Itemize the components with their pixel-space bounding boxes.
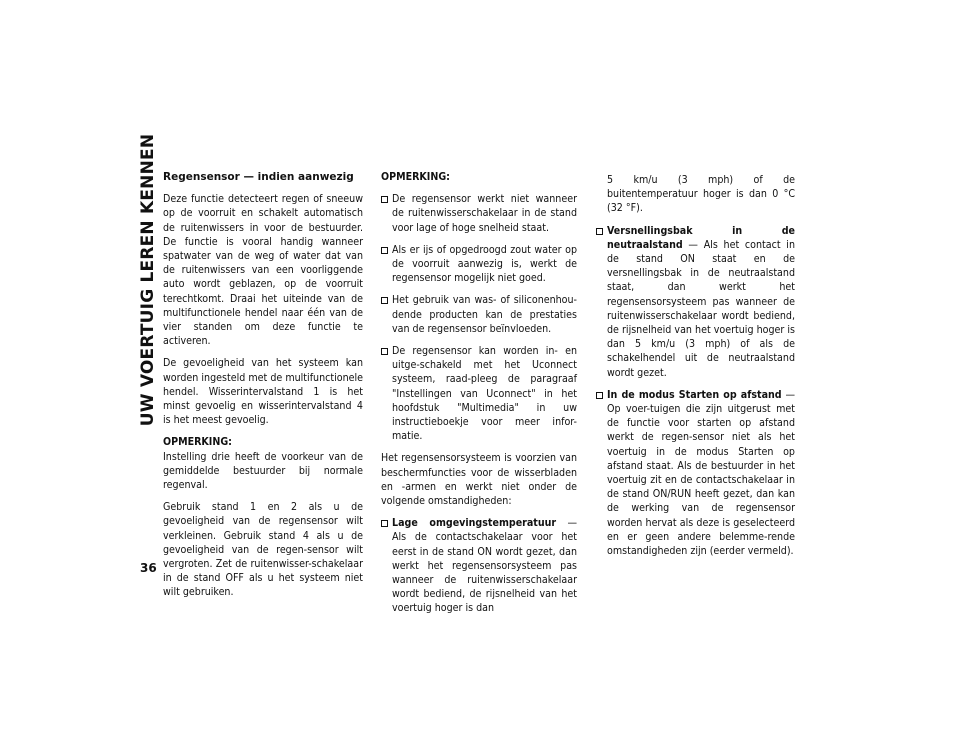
paragraph-settings: Gebruik stand 1 en 2 als u de gevoeligheid van de regensensor wilt verkleinen. Gebruik stand 4 als u de gevoeligheid van de regen-sensor wilt vergroten. Zet de ruitenwisser-schakelaar in de stand OFF als u het systeem niet wilt gebruiken. (163, 501, 363, 599)
list-item (381, 516, 577, 615)
condition-term: In de modus Starten op afstand (607, 388, 782, 401)
section-heading: Regensensor — indien aanwezig (163, 171, 354, 183)
condition-continuation: 5 km/u (3 mph) of de buitentemperatuur hoger is dan 0 °C (32 °F). (607, 174, 795, 215)
list-item: Als er ijs of opgedroogd zout water op de voorruit aanwezig is, werkt de regensensor mogelijk niet goed. (381, 243, 577, 286)
list-item: De regensensor werkt niet wanneer de ruitenwisserschakelaar in de stand voor lage of hoge snelheid staat. (381, 192, 577, 235)
paragraph-sensitivity: De gevoeligheid van het systeem kan worden ingesteld met de multifunctionele hendel. Wisserintervalstand 1 is het minst gevoelig en wisserintervalstand 4 is het meest gevoelig. (163, 357, 363, 427)
column-middle (381, 170, 577, 624)
condition-term: Lage omgevingstemperatuur (392, 517, 557, 530)
note-bullet-list (381, 192, 577, 443)
column-right (596, 173, 795, 566)
paragraph-protection: Het regensensorsysteem is voorzien van beschermfuncties voor de wisserbladen en -armen en werkt niet onder de volgende omstandigheden: (381, 452, 577, 508)
condition-term: Versnellingsbak in de neutraalstand (607, 224, 795, 251)
condition-list (381, 516, 577, 615)
section-tab (136, 133, 160, 427)
condition-list (596, 224, 795, 559)
note-label: OPMERKING: (381, 171, 450, 183)
note-block (163, 435, 363, 492)
column-left (163, 170, 363, 608)
section-tab-label: UW VOERTUIG LEREN KENNEN (138, 133, 158, 427)
page-number: 36 (140, 561, 157, 575)
condition-text: — Als de contactschakelaar voor het eerst in de stand ON wordt gezet, dan werkt het regensensorsysteem pas wanneer de ruitenwisserschakelaar wordt bediend, de rijsnelheid van het voertuig hoger is dan (392, 517, 577, 615)
list-item (596, 224, 795, 380)
paragraph-intro: Deze functie detecteert regen of sneeuw op de voorruit en schakelt automatisch de ruitenwissers in voor de bestuurder. De functie is vooral handig wanneer spatwater van de weg of water dat van de ruitenwissers van een voorliggende auto wordt geblazen, op de voorruit terechtkomt. Draai het uiteinde van de multifunctionele hendel naar één van de vier standen om deze functie te activeren. (163, 193, 363, 348)
condition-text: — Als het contact in de stand ON staat en de versnellingsbak in de neutraalstand staat, dan werkt het regensensorsysteem pas wanneer de ruitenwisserschakelaar wordt bediend, de rijsnelheid van het voertuig hoger is dan 5 km/u (3 mph) of als de schakelhendel uit de neutraalstand wordt gezet. (607, 238, 795, 379)
list-item: Het gebruik van was- of siliconenhou-dende producten kan de prestaties van de regensensor beïnvloeden. (381, 293, 577, 336)
note-text: Instelling drie heeft de voorkeur van de gemiddelde bestuurder bij normale regenval. (163, 450, 363, 492)
condition-text: — Op voer-tuigen die zijn uitgerust met de functie voor starten op afstand werkt de regen-sensor niet als het voertuig in de modus Starten op afstand staat. Als de bestuurder in het voertuig zit en de contactschakelaar in de stand ON/RUN heeft gezet, dan kan de werking van de regensensor worden hervat als deze is geselecteerd en er geen andere belemme-rende omstandigheden zijn (eerder vermeld). (607, 388, 795, 558)
note-label: OPMERKING: (163, 436, 232, 449)
list-item: De regensensor kan worden in- en uitge-schakeld met het Uconnect systeem, raad-pleeg de paragraaf "Instellingen van Uconnect" in het hoofdstuk "Multimedia" in uw instructieboekje voor meer infor-matie. (381, 344, 577, 443)
list-item (596, 388, 795, 558)
